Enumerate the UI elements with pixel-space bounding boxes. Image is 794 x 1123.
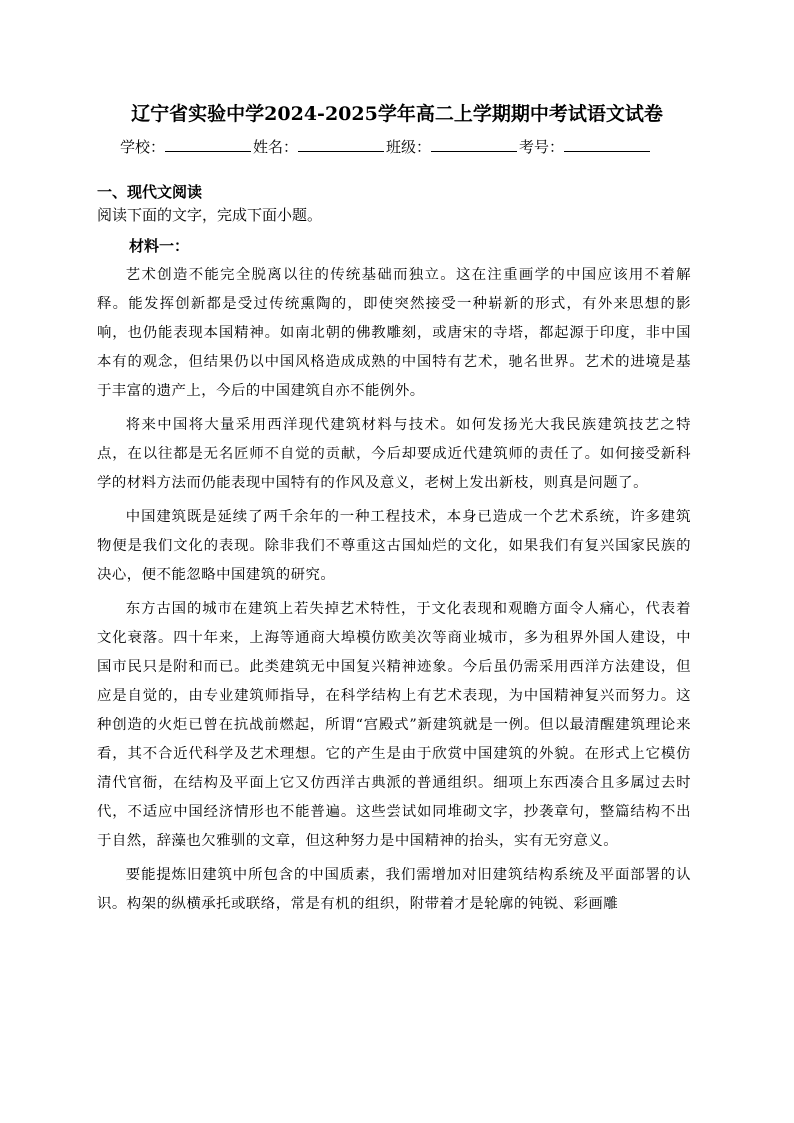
school-blank[interactable] — [165, 135, 251, 152]
info-label: 学校： — [120, 138, 166, 156]
section-heading: 一、现代文阅读 — [97, 183, 203, 201]
exam-number-blank[interactable] — [564, 135, 650, 152]
info-label: 考号： — [519, 138, 565, 156]
info-label: 班级： — [386, 138, 432, 156]
student-info-line — [120, 135, 680, 157]
name-blank[interactable] — [298, 135, 384, 152]
info-field-school — [120, 135, 253, 157]
info-field-name — [253, 135, 386, 157]
info-label: 姓名： — [253, 138, 299, 156]
paragraph: 要能提炼旧建筑中所包含的中国质素，我们需增加对旧建筑结构系统及平面部署的认识。构架的纵横承托或联络，常是有机的组织，附带着才是轮廓的钝锐、彩画雕 — [97, 867, 691, 912]
paragraph: 东方古国的城市在建筑上若失掉艺术特性，于文化表现和观瞻方面令人痛心，代表着文化衰落。四十年来，上海等通商大埠模仿欧美次等商业城市，多为租界外国人建设，中国市民只是附和而已。此类建筑无中国复兴精神迹象。今后虽仍需采用西洋方法建设，但应是自觉的，由专业建筑师指导，在科学结构上有艺术表现，为中国精神复兴而努力。这种创造的火炬已曾在抗战前燃起，所谓“宫殿式”新建筑就是一例。但以最清醒建筑理论来看，其不合近代科学及艺术理想。它的产生是由于欣赏中国建筑的外貌。在形式上它模仿清代官衙，在结构及平面上它又仿西洋古典派的普通组织。细项上东西凑合且多属过去时代，不适应中国经济情形也不能普遍。这些尝试如同堆砌文字，抄袭章句，整篇结构不出于自然，辞藻也欠雅驯的文章，但这种努力是中国精神的抬头，实有无穷意义。 — [97, 601, 691, 849]
paragraph: 中国建筑既是延续了两千余年的一种工程技术，本身已造成一个艺术系统，许多建筑物便是我们文化的表现。除非我们不尊重这古国灿烂的文化，如果我们有复兴国家民族的决心，便不能忽略中国建筑的研究。 — [97, 509, 691, 583]
material-body — [97, 261, 691, 924]
info-field-class — [386, 135, 519, 157]
paragraph: 将来中国将大量采用西洋现代建筑材料与技术。如何发扬光大我民族建筑技艺之特点，在以往都是无名匠师不自觉的贡献，今后却要成近代建筑师的责任了。如何接受新科学的材料方法而仍能表现中国特有的作风及意义，老树上发出新枝，则真是问题了。 — [97, 417, 691, 491]
info-field-exam-number — [519, 135, 652, 157]
paragraph: 艺术创造不能完全脱离以往的传统基础而独立。这在注重画学的中国应该用不着解释。能发挥创新都是受过传统熏陶的，即使突然接受一种崭新的形式，有外来思想的影响，也仍能表现本国精神。如南北朝的佛教雕刻，或唐宋的寺塔，都起源于印度，非中国本有的观念，但结果仍以中国风格造成成熟的中国特有艺术，驰名世界。艺术的进境是基于丰富的遗产上，今后的中国建筑自亦不能例外。 — [97, 267, 691, 399]
reading-instruction: 阅读下面的文字，完成下面小题。 — [97, 206, 323, 224]
material-label: 材料一： — [129, 237, 190, 255]
class-blank[interactable] — [431, 135, 517, 152]
document-title: 辽宁省实验中学2024-2025学年高二上学期期中考试语文试卷 — [131, 103, 663, 125]
